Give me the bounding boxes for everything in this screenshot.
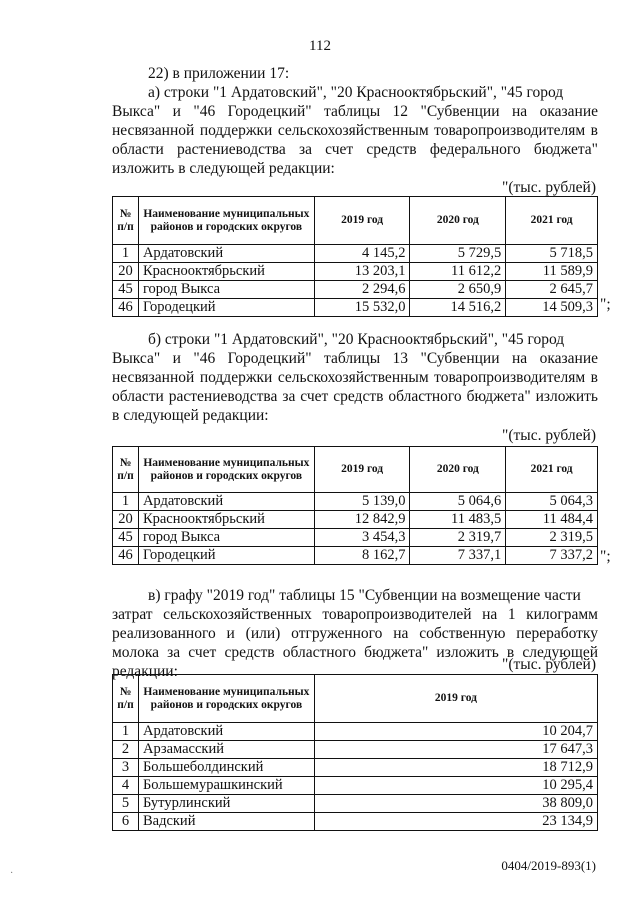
cell-num: 3	[113, 759, 139, 777]
table-row	[113, 777, 598, 795]
cell-name: город Выкса	[138, 529, 314, 547]
cell-y2019: 2 294,6	[314, 281, 410, 299]
cell-y2020: 2 319,7	[410, 529, 506, 547]
table-row	[113, 263, 598, 281]
cell-num: 46	[113, 547, 139, 565]
header-2019: 2019 год	[314, 197, 410, 245]
cell-y2021: 11 484,4	[506, 511, 598, 529]
cell-name: Вадский	[138, 813, 314, 831]
cell-num: 1	[113, 723, 139, 741]
cell-y2021: 5 064,3	[506, 493, 598, 511]
cell-y2019: 10 204,7	[314, 723, 597, 741]
cell-y2020: 11 483,5	[410, 511, 506, 529]
cell-y2019: 3 454,3	[314, 529, 410, 547]
header-2021: 2021 год	[506, 197, 598, 245]
cell-y2020: 14 516,2	[410, 299, 506, 317]
table-row	[113, 529, 598, 547]
cell-name: Бутурлинский	[138, 795, 314, 813]
header-2019: 2019 год	[314, 447, 410, 493]
unit-label-2: "(тыс. рублей)	[502, 427, 596, 444]
header-name: Наименование муниципальных районов и городских округов	[138, 675, 314, 723]
cell-y2019: 10 295,4	[314, 777, 597, 795]
cell-name: Городецкий	[138, 299, 314, 317]
header-num: № п/п	[113, 675, 139, 723]
table-2-close: ";	[600, 548, 611, 565]
cell-y2019: 38 809,0	[314, 795, 597, 813]
table-row	[113, 795, 598, 813]
cell-y2019: 12 842,9	[314, 511, 410, 529]
header-2020: 2020 год	[410, 197, 506, 245]
paragraph-a: а) строки "1 Ардатовский", "20 Краснооктябрьский", "45 город Выкса" и "46 Городецкий" таблицы 12 "Субвенции на оказание несвязанной поддержки сельскохозяйственным товаропроизводителям в области растениеводства за счет средств федерального бюджета" изложить в следующей редакции:	[112, 84, 598, 177]
header-2019: 2019 год	[314, 675, 597, 723]
cell-y2020: 5 064,6	[410, 493, 506, 511]
cell-y2019: 8 162,7	[314, 547, 410, 565]
cell-name: Ардатовский	[138, 723, 314, 741]
cell-name: Городецкий	[138, 547, 314, 565]
footer-code: 0404/2019-893(1)	[501, 858, 596, 873]
margin-mark: ·	[10, 868, 14, 879]
cell-num: 6	[113, 813, 139, 831]
table-row	[113, 813, 598, 831]
cell-num: 1	[113, 493, 139, 511]
cell-name: Большеболдинский	[138, 759, 314, 777]
cell-name: Большемурашкинский	[138, 777, 314, 795]
header-name: Наименование муниципальных районов и городских округов	[138, 197, 314, 245]
table-row	[113, 493, 598, 511]
cell-y2020: 5 729,5	[410, 245, 506, 263]
header-name: Наименование муниципальных районов и городских округов	[138, 447, 314, 493]
cell-y2021: 5 718,5	[506, 245, 598, 263]
cell-name: Ардатовский	[138, 493, 314, 511]
cell-y2021: 2 645,7	[506, 281, 598, 299]
cell-num: 1	[113, 245, 139, 263]
unit-label-3: "(тыс. рублей)	[502, 656, 596, 673]
cell-num: 20	[113, 263, 139, 281]
cell-y2019: 15 532,0	[314, 299, 410, 317]
header-2020: 2020 год	[410, 447, 506, 493]
table-row	[113, 281, 598, 299]
cell-y2019: 18 712,9	[314, 759, 597, 777]
table-row	[113, 511, 598, 529]
cell-y2019: 4 145,2	[314, 245, 410, 263]
page-number: 112	[309, 38, 331, 54]
cell-y2019: 23 134,9	[314, 813, 597, 831]
unit-label-1: "(тыс. рублей)	[502, 179, 596, 196]
table-row	[113, 299, 598, 317]
cell-y2020: 2 650,9	[410, 281, 506, 299]
cell-y2020: 7 337,1	[410, 547, 506, 565]
cell-y2019: 5 139,0	[314, 493, 410, 511]
paragraph-c: в) графу "2019 год" таблицы 15 "Субвенции на возмещение части затрат сельскохозяйственных товаропроизводителей на 1 килограмм реализованного и (или) отгруженного на собственную переработку молока за счет средств областного бюджета" изложить в следующей редакции:	[112, 587, 598, 680]
header-num: № п/п	[113, 197, 139, 245]
cell-y2019: 13 203,1	[314, 263, 410, 281]
header-num: № п/п	[113, 447, 139, 493]
cell-num: 20	[113, 511, 139, 529]
table-3	[112, 674, 598, 831]
cell-y2019: 17 647,3	[314, 741, 597, 759]
cell-name: город Выкса	[138, 281, 314, 299]
table-1	[112, 196, 598, 317]
table-row	[113, 547, 598, 565]
table-2	[112, 446, 598, 565]
cell-num: 46	[113, 299, 139, 317]
cell-num: 2	[113, 741, 139, 759]
table-row	[113, 759, 598, 777]
cell-name: Арзамасский	[138, 741, 314, 759]
cell-num: 4	[113, 777, 139, 795]
table-row	[113, 723, 598, 741]
cell-y2021: 14 509,3	[506, 299, 598, 317]
cell-num: 5	[113, 795, 139, 813]
cell-y2021: 2 319,5	[506, 529, 598, 547]
cell-name: Краснооктябрьский	[138, 511, 314, 529]
cell-y2021: 7 337,2	[506, 547, 598, 565]
cell-num: 45	[113, 529, 139, 547]
table-row	[113, 741, 598, 759]
section-title: 22) в приложении 17:	[148, 65, 290, 82]
header-2021: 2021 год	[506, 447, 598, 493]
cell-y2020: 11 612,2	[410, 263, 506, 281]
paragraph-b: б) строки "1 Ардатовский", "20 Краснооктябрьский", "45 город Выкса" и "46 Городецкий" таблицы 13 "Субвенции на оказание несвязанной поддержки сельскохозяйственным товаропроизводителям в области растениеводства за счет средств областного бюджета" изложить в следующей редакции:	[112, 331, 598, 424]
cell-y2021: 11 589,9	[506, 263, 598, 281]
table-row	[113, 245, 598, 263]
cell-name: Краснооктябрьский	[138, 263, 314, 281]
table-1-close: ";	[600, 296, 611, 313]
cell-name: Ардатовский	[138, 245, 314, 263]
cell-num: 45	[113, 281, 139, 299]
